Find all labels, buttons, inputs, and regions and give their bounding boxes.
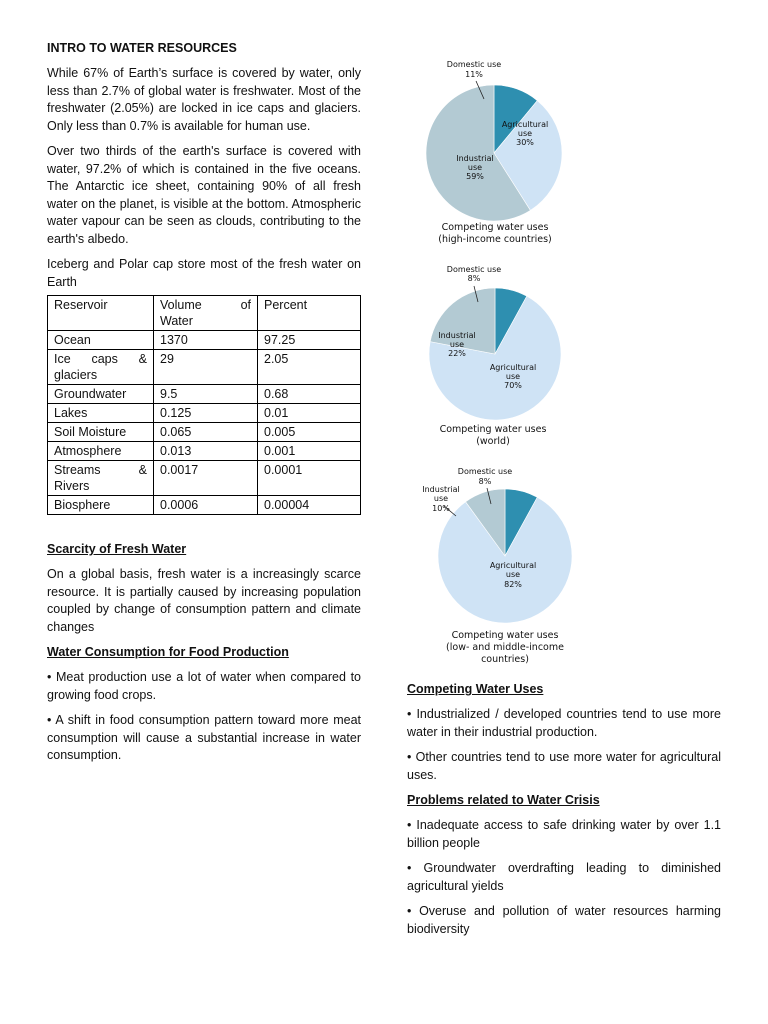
table-row: [48, 442, 361, 461]
caption-line: (high-income countries): [438, 234, 552, 245]
agricultural-label: Agricultural: [489, 363, 537, 372]
domestic-label: Domestic use: [446, 265, 502, 274]
agricultural-label-2: use: [505, 372, 521, 381]
pie-slices: [438, 489, 572, 623]
pie-caption-world: [418, 424, 568, 448]
table-cell: 2.05: [258, 350, 361, 385]
table-cell: Streams & Rivers: [48, 461, 154, 496]
industrial-label: Industrial: [438, 331, 476, 340]
caption-line: Competing water uses: [441, 222, 549, 233]
domestic-pct: 8%: [467, 274, 481, 283]
reservoir-table: [47, 295, 361, 515]
table-cell: 0.0006: [154, 496, 258, 515]
competing-bullet-2: • Other countries tend to use more water for agricultural uses.: [407, 750, 721, 782]
page-title: INTRO TO WATER RESOURCES: [47, 41, 237, 55]
domestic-label: Domestic use: [457, 467, 513, 476]
agricultural-pct: 82%: [504, 580, 522, 589]
intro-paragraph-1: While 67% of Earth’s surface is covered by water, only less than 2.7% of global water is freshwater. Most of the freshwater (2.05%) are locked in ice caps and glaciers. Only less than 0.7% is available for human use.: [47, 66, 361, 133]
table-header-cell: Percent: [258, 296, 361, 331]
pie-slices: [426, 85, 562, 221]
intro-paragraph-3: Iceberg and Polar cap store most of the fresh water on Earth: [47, 257, 361, 289]
problems-bullet-3: • Overuse and pollution of water resources harming biodiversity: [407, 904, 721, 936]
table-header-cell: Volume of Water: [154, 296, 258, 331]
table-cell: 0.125: [154, 404, 258, 423]
problems-heading: Problems related to Water Crisis: [407, 793, 600, 807]
caption-line: Competing water uses: [451, 630, 559, 641]
caption-line: Competing water uses: [439, 424, 547, 435]
table-cell: Ocean: [48, 331, 154, 350]
table-header-cell: Reservoir: [48, 296, 154, 331]
scarcity-heading: Scarcity of Fresh Water: [47, 542, 187, 556]
table-row: [48, 385, 361, 404]
caption-line: (low- and middle-income: [446, 642, 564, 653]
table-cell: 9.5: [154, 385, 258, 404]
left-column: [47, 40, 361, 773]
table-cell: 29: [154, 350, 258, 385]
table-cell: Lakes: [48, 404, 154, 423]
agricultural-label: Agricultural: [501, 120, 549, 129]
domestic-pct: 11%: [465, 70, 483, 79]
problems-bullet-2: • Groundwater overdrafting leading to diminished agricultural yields: [407, 861, 721, 893]
table-cell: 0.001: [258, 442, 361, 461]
industrial-label-2: use: [467, 163, 483, 172]
food-bullet-1: • Meat production use a lot of water when compared to growing food crops.: [47, 670, 361, 702]
domestic-label: Domestic use: [446, 60, 502, 69]
table-row: [48, 350, 361, 385]
problems-bullet-1: • Inadequate access to safe drinking water by over 1.1 billion people: [407, 818, 721, 850]
pie-chart-high-income: [410, 55, 590, 235]
caption-line: (world): [476, 436, 510, 447]
table-row: [48, 423, 361, 442]
table-cell: 0.0017: [154, 461, 258, 496]
right-column: [407, 681, 721, 946]
agricultural-pct: 30%: [516, 138, 534, 147]
food-heading: Water Consumption for Food Production: [47, 645, 289, 659]
agricultural-label-2: use: [505, 570, 521, 579]
food-bullet-2: • A shift in food consumption pattern toward more meat consumption will cause a substantial increase in water consumption.: [47, 713, 361, 762]
domestic-pct: 8%: [478, 477, 492, 486]
scarcity-paragraph: On a global basis, fresh water is a increasingly scarce resource. It is partially caused by increasing population coupled by change of consumption pattern and climate changes: [47, 567, 361, 634]
pie-chart-world: [410, 262, 590, 427]
table-row: [48, 404, 361, 423]
table-cell: 0.065: [154, 423, 258, 442]
table-cell: 97.25: [258, 331, 361, 350]
intro-paragraph-2: Over two thirds of the earth's surface is covered with water, 97.2% of which is contained in the five oceans. The Antarctic ice sheet, containing 90% of all fresh water on the planet, is visible at the bottom. Atmospheric water vapour can be seen as clouds, contributing to the earth's albedo.: [47, 144, 361, 246]
table-cell: Atmosphere: [48, 442, 154, 461]
pie-caption-high-income: [420, 222, 570, 246]
competing-heading: Competing Water Uses: [407, 682, 544, 696]
table-cell: 0.0001: [258, 461, 361, 496]
industrial-label: Industrial: [422, 485, 460, 494]
table-cell: 0.01: [258, 404, 361, 423]
caption-line: countries): [481, 654, 529, 665]
pie-chart-low-middle-income: [410, 464, 590, 624]
table-row: [48, 461, 361, 496]
table-cell: 0.005: [258, 423, 361, 442]
table-cell: 0.00004: [258, 496, 361, 515]
table-cell: Biosphere: [48, 496, 154, 515]
industrial-label: Industrial: [456, 154, 494, 163]
agricultural-label: Agricultural: [489, 561, 537, 570]
table-cell: 0.013: [154, 442, 258, 461]
table-row: [48, 331, 361, 350]
agricultural-label-2: use: [517, 129, 533, 138]
table-cell: Soil Moisture: [48, 423, 154, 442]
table-header-row: [48, 296, 361, 331]
industrial-pct: 22%: [448, 349, 466, 358]
industrial-pct: 59%: [466, 172, 484, 181]
table-cell: Groundwater: [48, 385, 154, 404]
table-cell: 0.68: [258, 385, 361, 404]
table-row: [48, 496, 361, 515]
competing-bullet-1: • Industrialized / developed countries tend to use more water in their industrial production.: [407, 707, 721, 739]
table-cell: Ice caps & glaciers: [48, 350, 154, 385]
agricultural-pct: 70%: [504, 381, 522, 390]
industrial-label-2: use: [433, 494, 449, 503]
pie-caption-low-middle-income: [425, 630, 585, 666]
industrial-label-2: use: [449, 340, 465, 349]
table-cell: 1370: [154, 331, 258, 350]
industrial-pct: 10%: [432, 504, 450, 513]
